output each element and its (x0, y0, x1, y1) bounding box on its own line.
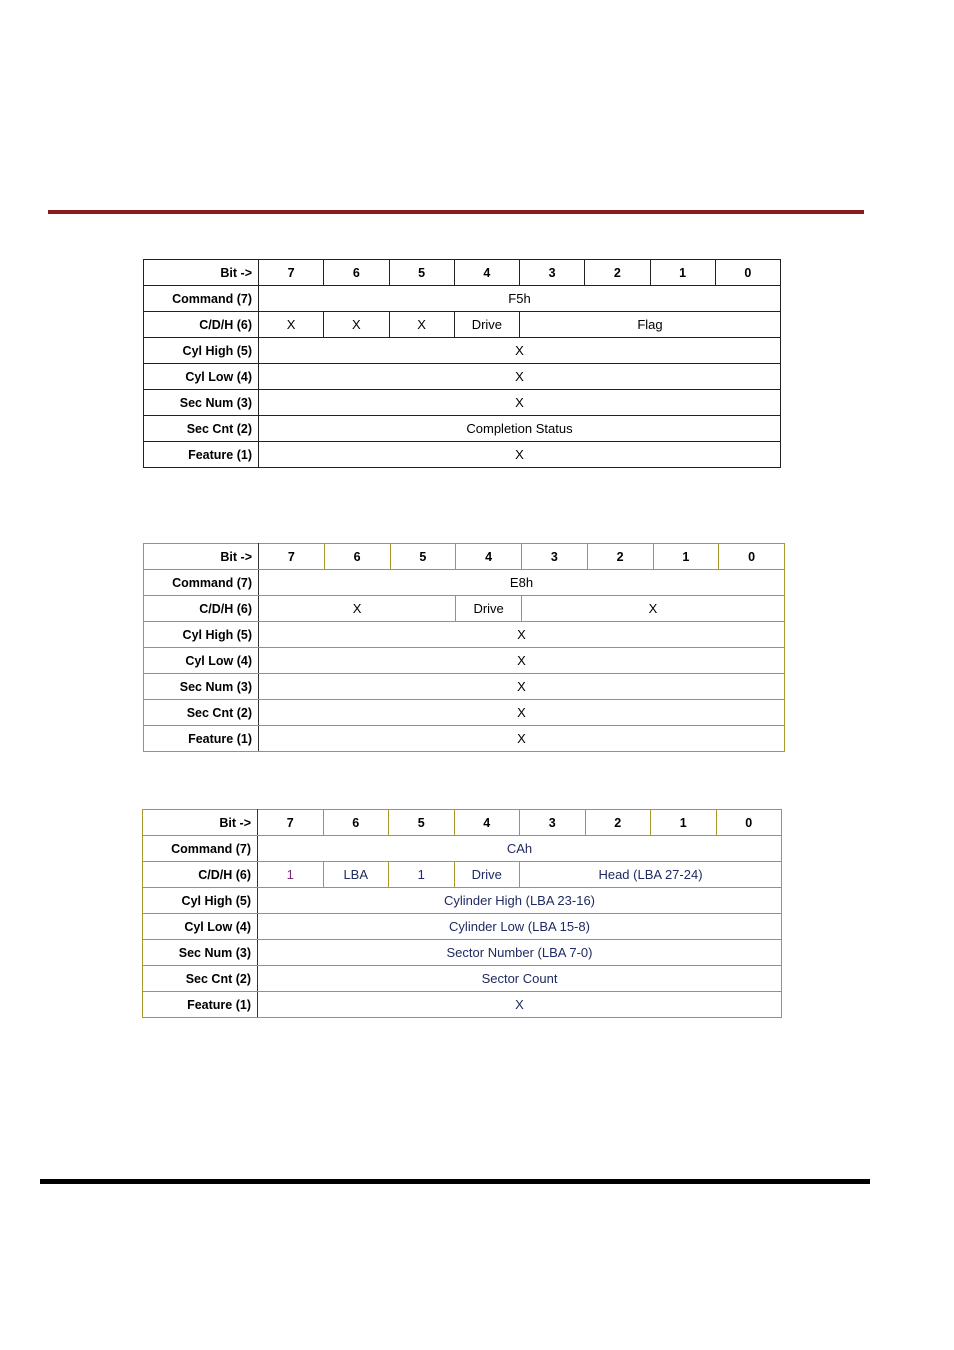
cdh-label: C/D/H (6) (144, 596, 259, 622)
feature-row (143, 992, 782, 1018)
cdh-bit-6-lba: LBA (323, 862, 389, 888)
bit-header-label: Bit -> (144, 260, 259, 286)
bit-7: 7 (259, 544, 325, 570)
cdh-bit-4-drive: Drive (454, 862, 520, 888)
cyl-high-label: Cyl High (5) (144, 338, 259, 364)
bit-5: 5 (389, 810, 455, 836)
top-divider-rule (48, 210, 864, 214)
sec-num-row (144, 390, 781, 416)
sec-cnt-label: Sec Cnt (2) (143, 966, 258, 992)
bit-4: 4 (454, 260, 519, 286)
bit-5: 5 (389, 260, 454, 286)
bit-2: 2 (585, 810, 651, 836)
bit-3: 3 (522, 544, 588, 570)
feature-label: Feature (1) (144, 442, 259, 468)
sec-cnt-row (144, 416, 781, 442)
bit-header-row (144, 544, 785, 570)
cyl-high-label: Cyl High (5) (144, 622, 259, 648)
sec-num-value: X (259, 390, 781, 416)
register-table-cah (142, 809, 782, 1018)
cyl-low-value: X (259, 648, 785, 674)
cyl-low-label: Cyl Low (4) (144, 364, 259, 390)
bit-0: 0 (716, 810, 782, 836)
command-row (143, 836, 782, 862)
cdh-bit-5: X (389, 312, 454, 338)
bit-2: 2 (587, 544, 653, 570)
command-label: Command (7) (143, 836, 258, 862)
bit-header-row (144, 260, 781, 286)
cyl-high-row (144, 622, 785, 648)
cyl-low-row (144, 364, 781, 390)
command-row (144, 286, 781, 312)
bit-6: 6 (323, 810, 389, 836)
cdh-row (144, 312, 781, 338)
cdh-bit-7: 1 (258, 862, 324, 888)
register-table-e8h (143, 543, 785, 752)
cyl-high-value: Cylinder High (LBA 23-16) (258, 888, 782, 914)
sec-cnt-label: Sec Cnt (2) (144, 700, 259, 726)
bottom-divider-rule (40, 1179, 870, 1184)
bit-1: 1 (651, 810, 717, 836)
bit-4: 4 (454, 810, 520, 836)
bit-3: 3 (520, 810, 586, 836)
sec-cnt-value: X (259, 700, 785, 726)
bit-0: 0 (719, 544, 785, 570)
cyl-low-row (143, 914, 782, 940)
cdh-bit-4-drive: Drive (454, 312, 519, 338)
cyl-low-label: Cyl Low (4) (144, 648, 259, 674)
feature-value: X (259, 442, 781, 468)
bit-6: 6 (324, 544, 390, 570)
bit-1: 1 (650, 260, 715, 286)
sec-cnt-value: Sector Count (258, 966, 782, 992)
command-row (144, 570, 785, 596)
sec-num-value: Sector Number (LBA 7-0) (258, 940, 782, 966)
command-label: Command (7) (144, 286, 259, 312)
command-value: F5h (259, 286, 781, 312)
bit-4: 4 (456, 544, 522, 570)
sec-cnt-label: Sec Cnt (2) (144, 416, 259, 442)
sec-num-row (143, 940, 782, 966)
bit-7: 7 (258, 810, 324, 836)
cdh-bits-3-0: Flag (520, 312, 781, 338)
cyl-high-row (143, 888, 782, 914)
bit-6: 6 (324, 260, 389, 286)
feature-row (144, 442, 781, 468)
cyl-low-row (144, 648, 785, 674)
feature-value: X (259, 726, 785, 752)
register-table-f5h (143, 259, 781, 468)
sec-cnt-value: Completion Status (259, 416, 781, 442)
cdh-label: C/D/H (6) (143, 862, 258, 888)
cdh-bit-4-drive: Drive (456, 596, 522, 622)
bit-0: 0 (715, 260, 780, 286)
bit-header-label: Bit -> (144, 544, 259, 570)
sec-num-label: Sec Num (3) (144, 390, 259, 416)
bit-5: 5 (390, 544, 456, 570)
sec-num-label: Sec Num (3) (144, 674, 259, 700)
feature-label: Feature (1) (143, 992, 258, 1018)
cdh-bit-5: 1 (389, 862, 455, 888)
sec-cnt-row (144, 700, 785, 726)
command-value: E8h (259, 570, 785, 596)
bit-1: 1 (653, 544, 719, 570)
cdh-bits-3-0: X (522, 596, 785, 622)
cyl-high-label: Cyl High (5) (143, 888, 258, 914)
feature-row (144, 726, 785, 752)
sec-num-label: Sec Num (3) (143, 940, 258, 966)
command-label: Command (7) (144, 570, 259, 596)
sec-num-row (144, 674, 785, 700)
bit-3: 3 (520, 260, 585, 286)
bit-7: 7 (259, 260, 324, 286)
cdh-row (143, 862, 782, 888)
cdh-bits-7-5: X (259, 596, 456, 622)
cdh-label: C/D/H (6) (144, 312, 259, 338)
bit-2: 2 (585, 260, 650, 286)
cyl-high-value: X (259, 338, 781, 364)
cdh-bit-7: X (259, 312, 324, 338)
cyl-high-row (144, 338, 781, 364)
bit-header-row (143, 810, 782, 836)
cyl-low-value: Cylinder Low (LBA 15-8) (258, 914, 782, 940)
command-value: CAh (258, 836, 782, 862)
cdh-row (144, 596, 785, 622)
feature-value: X (258, 992, 782, 1018)
sec-cnt-row (143, 966, 782, 992)
cdh-bit-6: X (324, 312, 389, 338)
cyl-high-value: X (259, 622, 785, 648)
bit-header-label: Bit -> (143, 810, 258, 836)
feature-label: Feature (1) (144, 726, 259, 752)
cdh-bits-3-0: Head (LBA 27-24) (520, 862, 782, 888)
cyl-low-label: Cyl Low (4) (143, 914, 258, 940)
cyl-low-value: X (259, 364, 781, 390)
sec-num-value: X (259, 674, 785, 700)
